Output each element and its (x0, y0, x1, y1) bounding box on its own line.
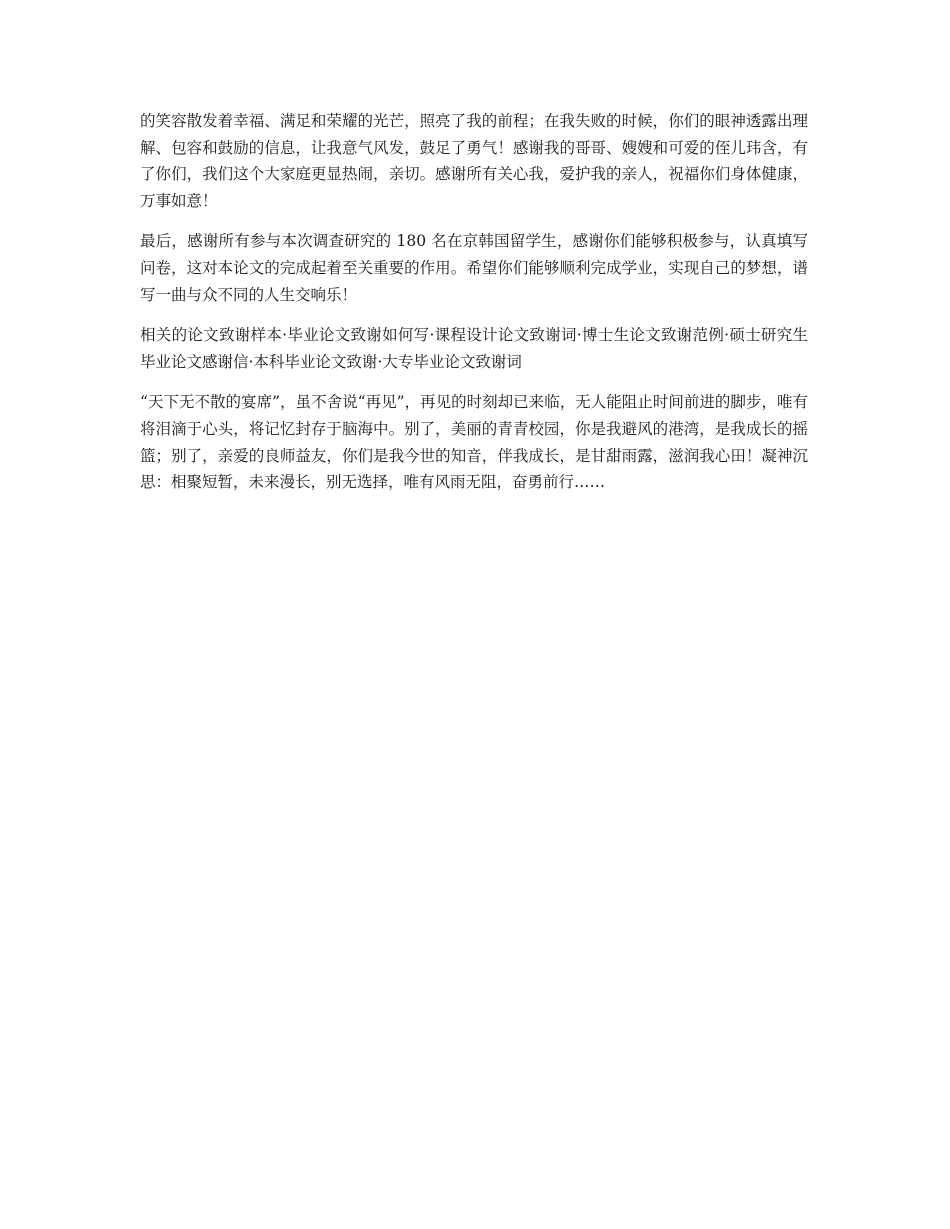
paragraph-farewell: “天下无不散的宴席”，虽不舍说“再见”，再见的时刻却已来临，无人能阻止时间前进的脚步，唯有将泪滴于心头，将记忆封存于脑海中。别了，美丽的青青校园，你是我避风的港湾，是我成长的摇篮；别了，亲爱的良师益友，你们是我今世的知音，伴我成长，是甘甜雨露，滋润我心田！凝神沉思：相聚短暂，未来漫长，别无选择，唯有风雨无阻，奋勇前行…… (140, 393, 808, 492)
paragraph-survey-thanks: 最后，感谢所有参与本次调查研究的 180 名在京韩国留学生，感谢你们能够积极参与，认真填写问卷，这对本论文的完成起着至关重要的作用。希望你们能够顺利完成学业，实现自己的梦想，谱写一曲与众不同的人生交响乐！ (140, 232, 808, 304)
paragraph-related-links: 相关的论文致谢样本·毕业论文致谢如何写·课程设计论文致谢词·博士生论文致谢范例·硕士研究生毕业论文感谢信·本科毕业论文致谢·大专毕业论文致谢词 (140, 326, 808, 371)
document-page (140, 108, 808, 510)
paragraph-family-thanks: 的笑容散发着幸福、满足和荣耀的光芒，照亮了我的前程；在我失败的时候，你们的眼神透露出理解、包容和鼓励的信息，让我意气风发，鼓足了勇气！感谢我的哥哥、嫂嫂和可爱的侄儿玮含，有了你们，我们这个大家庭更显热闹，亲切。感谢所有关心我，爱护我的亲人，祝福你们身体健康，万事如意！ (140, 112, 808, 210)
